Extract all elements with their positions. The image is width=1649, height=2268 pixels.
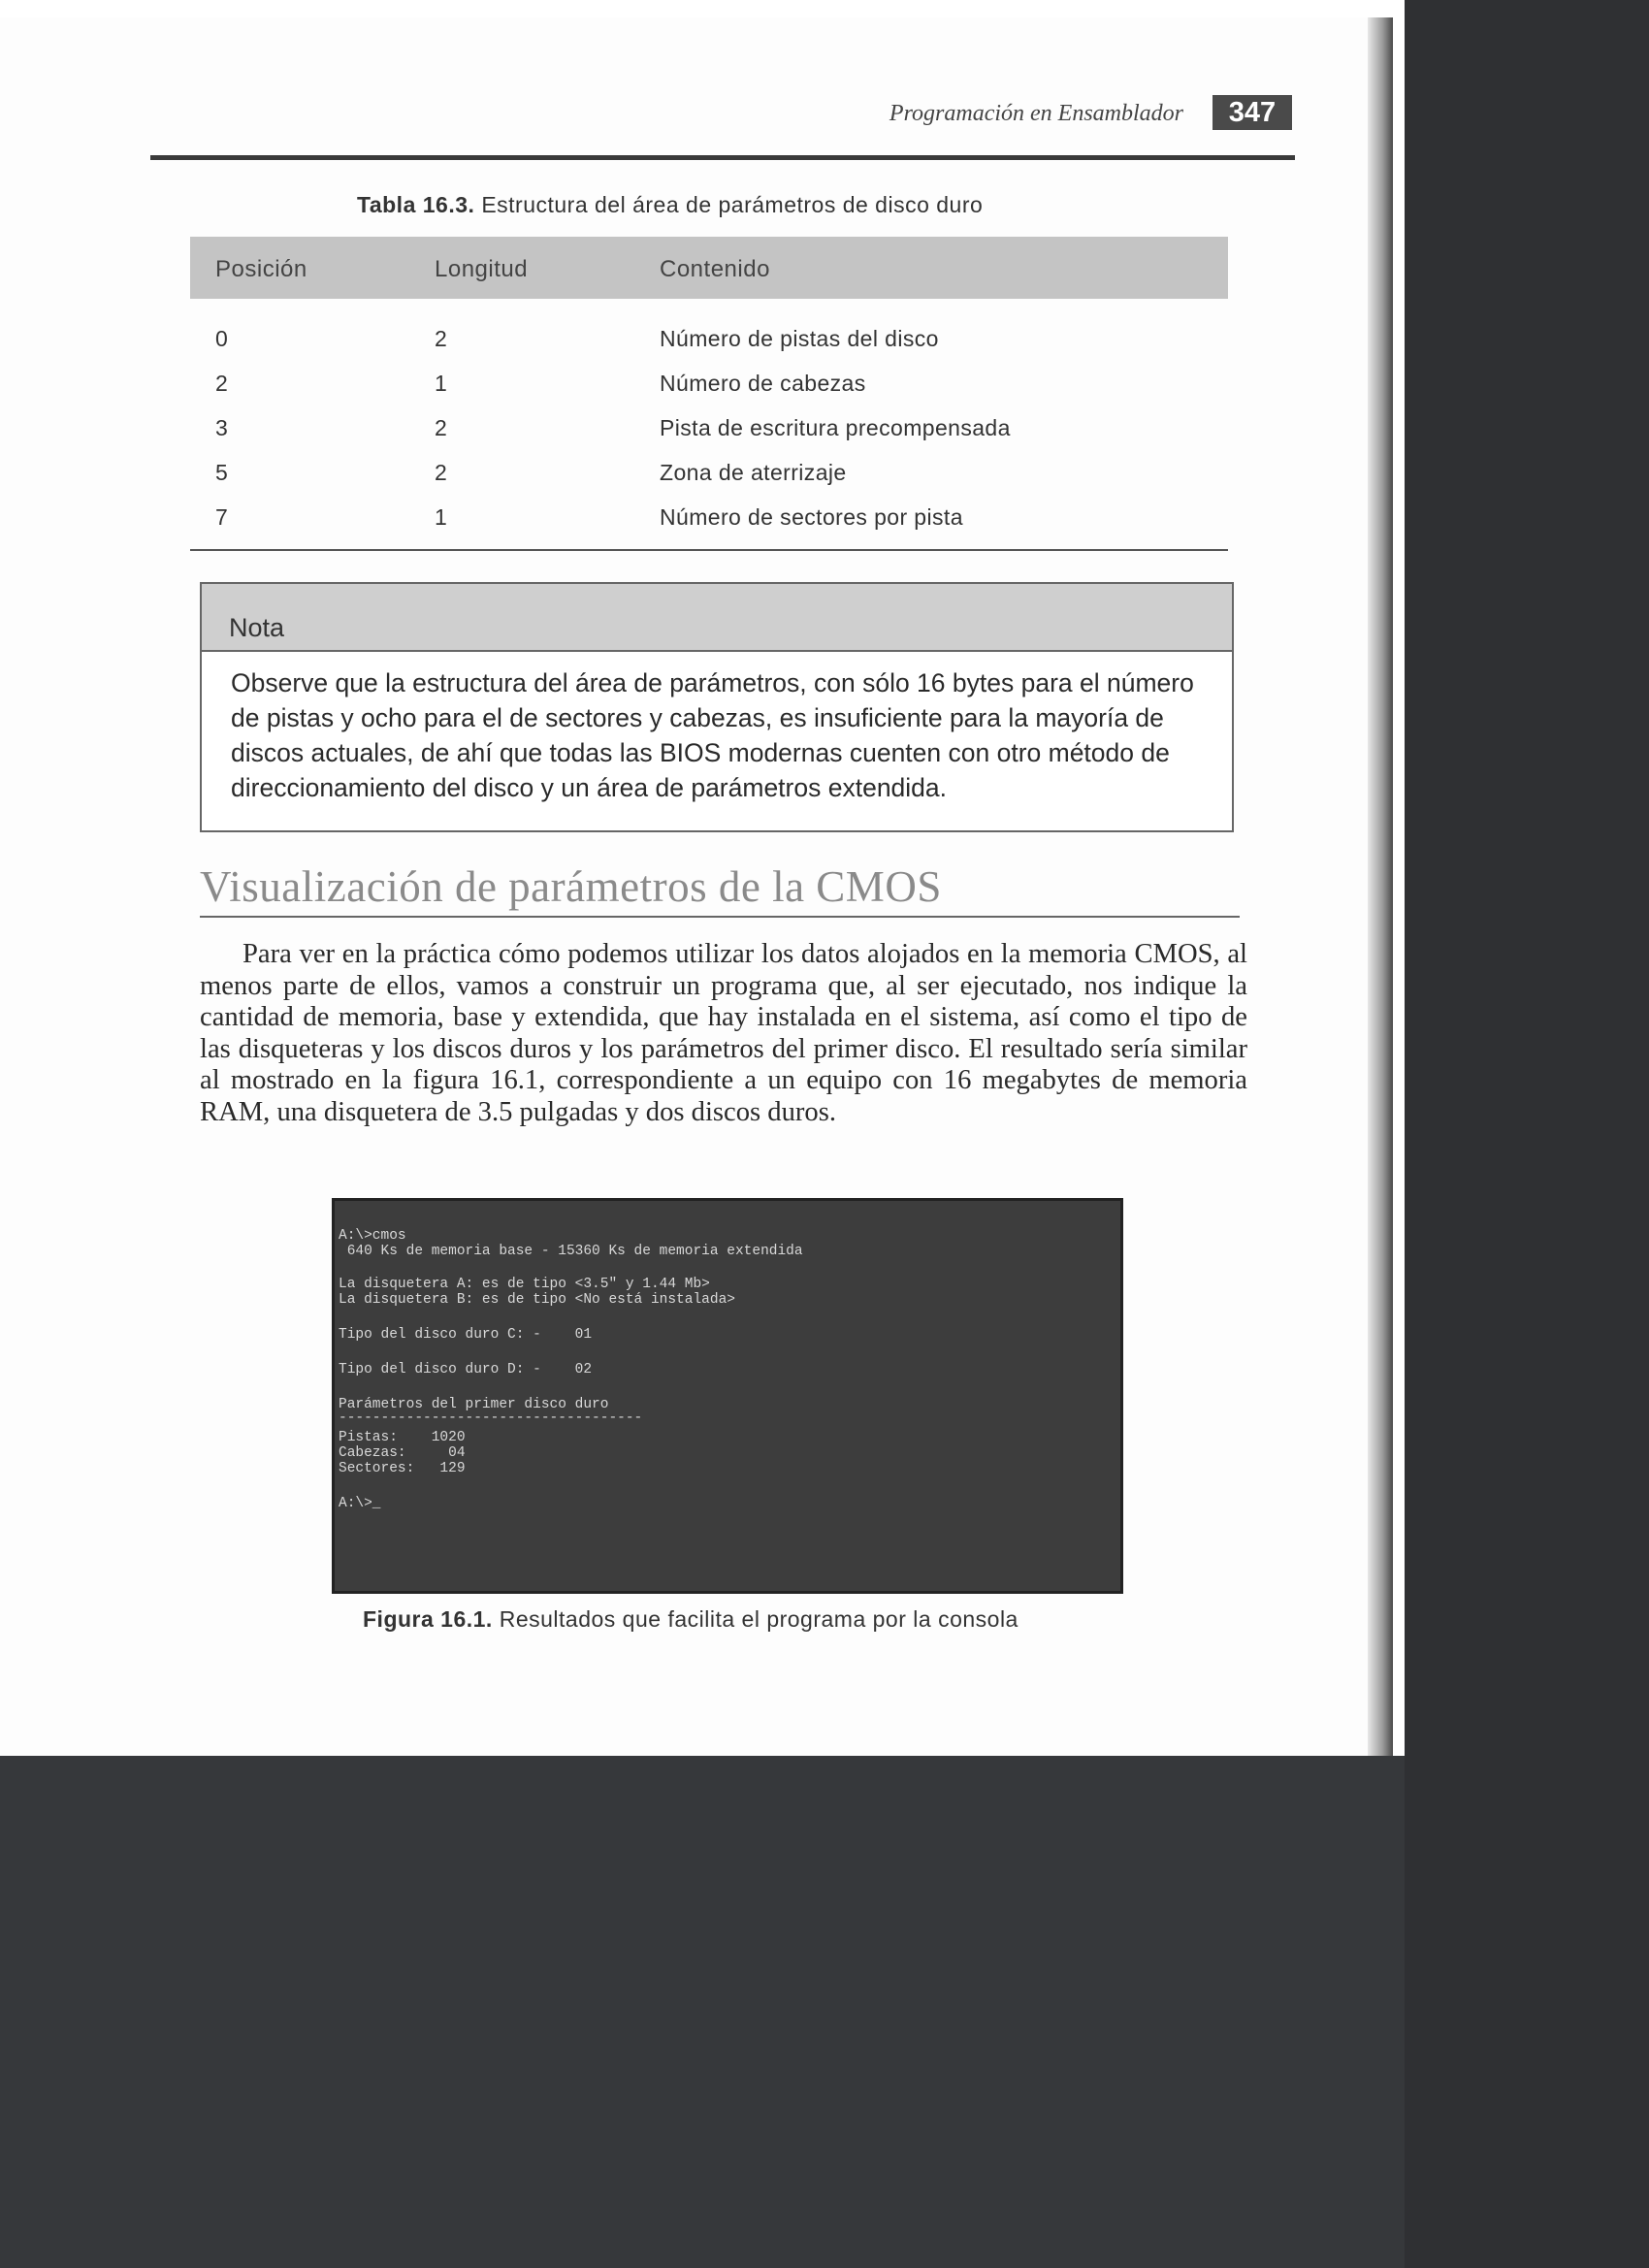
table-row bbox=[190, 361, 1228, 405]
table-caption bbox=[357, 192, 1133, 218]
cell-contenido: Zona de aterrizaje bbox=[660, 460, 847, 485]
table-caption-label: Tabla 16.3. bbox=[357, 192, 475, 217]
page-edge bbox=[1368, 17, 1393, 1756]
section-title: Visualización de parámetros de la CMOS bbox=[200, 862, 942, 911]
figure-caption bbox=[363, 1606, 1236, 1633]
table-row bbox=[190, 495, 1228, 539]
figure-caption-text: Resultados que facilita el programa por la consola bbox=[499, 1606, 1018, 1632]
running-title: Programación en Ensamblador bbox=[889, 101, 1183, 126]
console-line: Parámetros del primer disco duro bbox=[339, 1397, 609, 1412]
cell-posicion: 2 bbox=[215, 371, 229, 396]
table-caption-text: Estructura del área de parámetros de disco duro bbox=[481, 192, 984, 217]
cell-longitud: 2 bbox=[435, 415, 448, 440]
column-header-contenido: Contenido bbox=[660, 256, 770, 282]
cell-posicion: 0 bbox=[215, 326, 229, 351]
table-body bbox=[190, 299, 1228, 539]
cell-contenido: Pista de escritura precompensada bbox=[660, 415, 1011, 440]
console-line: Pistas: 1020 bbox=[339, 1430, 466, 1445]
note-box bbox=[200, 582, 1234, 832]
page-number: 347 bbox=[1212, 95, 1292, 130]
figure-caption-label: Figura 16.1. bbox=[363, 1606, 493, 1632]
console-screenshot bbox=[332, 1198, 1123, 1594]
cell-longitud: 2 bbox=[435, 326, 448, 351]
table-header bbox=[190, 237, 1228, 299]
column-header-posicion: Posición bbox=[215, 256, 307, 282]
console-line: La disquetera B: es de tipo <No está instalada> bbox=[339, 1292, 735, 1308]
cell-longitud: 1 bbox=[435, 504, 448, 530]
console-line: La disquetera A: es de tipo <3.5" y 1.44 Mb> bbox=[339, 1277, 710, 1292]
body-paragraph: Para ver en la práctica cómo podemos utilizar los datos alojados en la memoria CMOS, al menos parte de ellos, vamos a construir un programa que, al ser ejecutado, nos indique la cantidad de memoria, base y extendida, que hay instalada en el sistema, así como el tipo de las disqueteras y los discos duros y los parámetros del primer disco. El resultado sería similar al mostrado en la figura 16.1, correspondiente a un equipo con 16 megabytes de memoria RAM, una disquetera de 3.5 pulgadas y dos discos duros. bbox=[200, 939, 1247, 1127]
console-line: Cabezas: 04 bbox=[339, 1445, 466, 1461]
cell-contenido: Número de pistas del disco bbox=[660, 326, 939, 351]
cell-longitud: 1 bbox=[435, 371, 448, 396]
console-line: Tipo del disco duro C: - 01 bbox=[339, 1327, 593, 1343]
header-rule bbox=[150, 155, 1295, 160]
note-text: Observe que la estructura del área de parámetros, con sólo 16 bytes para el número de pistas y ocho para el de sectores y cabezas, es insuficiente para la mayoría de discos actuales, de ahí que todas las BIOS modernas cuenten con otro método de direccionamiento del disco y un área de parámetros extendida. bbox=[231, 668, 1194, 802]
table-row bbox=[190, 405, 1228, 450]
scan-background-right bbox=[1405, 0, 1649, 2268]
table-row bbox=[190, 316, 1228, 361]
console-line: Tipo del disco duro D: - 02 bbox=[339, 1362, 593, 1377]
scan-background-bottom bbox=[0, 1756, 1405, 2268]
console-line: A:\>_ bbox=[339, 1496, 381, 1511]
cell-posicion: 7 bbox=[215, 504, 229, 530]
note-title: Nota bbox=[202, 584, 1232, 652]
cell-longitud: 2 bbox=[435, 460, 448, 485]
console-line: ------------------------------------ bbox=[339, 1410, 643, 1426]
table-row bbox=[190, 450, 1228, 495]
table-bottom-rule bbox=[190, 549, 1228, 551]
console-line: 640 Ks de memoria base - 15360 Ks de memoria extendida bbox=[339, 1244, 803, 1259]
cell-contenido: Número de cabezas bbox=[660, 371, 866, 396]
console-line: Sectores: 129 bbox=[339, 1461, 466, 1476]
column-header-longitud: Longitud bbox=[435, 256, 529, 282]
section-rule bbox=[200, 916, 1240, 918]
cell-posicion: 3 bbox=[215, 415, 229, 440]
console-line: A:\>cmos bbox=[339, 1228, 406, 1244]
parameters-table bbox=[190, 237, 1228, 551]
cell-contenido: Número de sectores por pista bbox=[660, 504, 963, 530]
cell-posicion: 5 bbox=[215, 460, 229, 485]
